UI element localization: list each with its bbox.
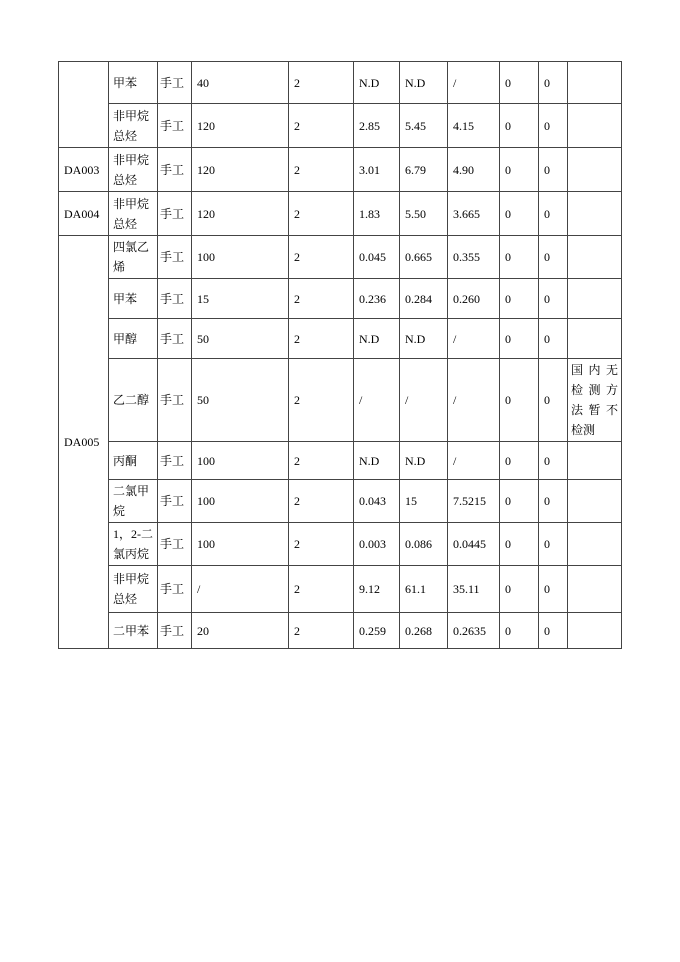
substance-cell: 甲醇 [109, 319, 158, 359]
avg-value-cell: 0.260 [448, 279, 500, 319]
exceed-rate-cell: 0 [539, 279, 568, 319]
method-cell: 手工 [158, 148, 192, 192]
remark-cell [568, 319, 622, 359]
remark-cell [568, 442, 622, 480]
exceed-rate-cell: 0 [539, 523, 568, 566]
method-cell: 手工 [158, 566, 192, 613]
limit-cell: 100 [192, 523, 289, 566]
limit-cell: 50 [192, 359, 289, 442]
table-row [59, 192, 622, 236]
limit-cell: 120 [192, 192, 289, 236]
exceed-count-cell: 0 [500, 148, 539, 192]
remark-cell [568, 148, 622, 192]
substance-cell: 乙二醇 [109, 359, 158, 442]
exceed-count-cell: 0 [500, 359, 539, 442]
table-row [59, 104, 622, 148]
substance-cell: 非甲烷总烃 [109, 104, 158, 148]
max-value-cell: 61.1 [400, 566, 448, 613]
exceed-count-cell: 0 [500, 279, 539, 319]
max-value-cell: N.D [400, 442, 448, 480]
exceed-count-cell: 0 [500, 442, 539, 480]
exceed-rate-cell: 0 [539, 192, 568, 236]
method-cell: 手工 [158, 480, 192, 523]
substance-cell: 非甲烷总烃 [109, 148, 158, 192]
frequency-cell: 2 [289, 279, 354, 319]
exceed-rate-cell: 0 [539, 319, 568, 359]
substance-cell: 甲苯 [109, 62, 158, 104]
frequency-cell: 2 [289, 148, 354, 192]
frequency-cell: 2 [289, 236, 354, 279]
exceed-rate-cell: 0 [539, 566, 568, 613]
avg-value-cell: / [448, 359, 500, 442]
max-value-cell: 15 [400, 480, 448, 523]
frequency-cell: 2 [289, 319, 354, 359]
method-cell: 手工 [158, 62, 192, 104]
min-value-cell: N.D [354, 442, 400, 480]
substance-cell: 二氯甲烷 [109, 480, 158, 523]
substance-cell: 丙酮 [109, 442, 158, 480]
method-cell: 手工 [158, 523, 192, 566]
exceed-rate-cell: 0 [539, 236, 568, 279]
remark-cell [568, 62, 622, 104]
max-value-cell: 5.45 [400, 104, 448, 148]
table-row [59, 359, 622, 442]
method-cell: 手工 [158, 192, 192, 236]
table-row [59, 279, 622, 319]
max-value-cell: 0.665 [400, 236, 448, 279]
method-cell: 手工 [158, 613, 192, 649]
avg-value-cell: 0.0445 [448, 523, 500, 566]
exceed-rate-cell: 0 [539, 62, 568, 104]
limit-cell: 20 [192, 613, 289, 649]
avg-value-cell: 7.5215 [448, 480, 500, 523]
frequency-cell: 2 [289, 104, 354, 148]
substance-cell: 甲苯 [109, 279, 158, 319]
frequency-cell: 2 [289, 442, 354, 480]
remark-cell: 国内无检测方法暂不检测 [568, 359, 622, 442]
max-value-cell: 0.086 [400, 523, 448, 566]
frequency-cell: 2 [289, 62, 354, 104]
remark-cell [568, 480, 622, 523]
exceed-count-cell: 0 [500, 523, 539, 566]
limit-cell: 15 [192, 279, 289, 319]
exceed-rate-cell: 0 [539, 480, 568, 523]
substance-cell: 1，2-二氯丙烷 [109, 523, 158, 566]
avg-value-cell: 0.355 [448, 236, 500, 279]
limit-cell: 100 [192, 442, 289, 480]
site-id-cell: DA003 [59, 148, 109, 192]
limit-cell: 120 [192, 104, 289, 148]
min-value-cell: 0.259 [354, 613, 400, 649]
min-value-cell: / [354, 359, 400, 442]
site-id-cell: DA005 [59, 236, 109, 649]
remark-cell [568, 236, 622, 279]
table-row [59, 148, 622, 192]
exceed-count-cell: 0 [500, 480, 539, 523]
frequency-cell: 2 [289, 480, 354, 523]
remark-cell [568, 192, 622, 236]
min-value-cell: N.D [354, 319, 400, 359]
exceed-count-cell: 0 [500, 613, 539, 649]
exceed-count-cell: 0 [500, 236, 539, 279]
limit-cell: 100 [192, 236, 289, 279]
limit-cell: / [192, 566, 289, 613]
min-value-cell: 0.236 [354, 279, 400, 319]
max-value-cell: 6.79 [400, 148, 448, 192]
frequency-cell: 2 [289, 566, 354, 613]
min-value-cell: 0.003 [354, 523, 400, 566]
avg-value-cell: 4.90 [448, 148, 500, 192]
monitoring-results-table [58, 61, 622, 649]
exceed-rate-cell: 0 [539, 613, 568, 649]
max-value-cell: / [400, 359, 448, 442]
exceed-count-cell: 0 [500, 104, 539, 148]
table-row [59, 319, 622, 359]
substance-cell: 非甲烷总烃 [109, 566, 158, 613]
frequency-cell: 2 [289, 192, 354, 236]
min-value-cell: 2.85 [354, 104, 400, 148]
max-value-cell: 0.284 [400, 279, 448, 319]
avg-value-cell: 0.2635 [448, 613, 500, 649]
avg-value-cell: / [448, 442, 500, 480]
remark-cell [568, 279, 622, 319]
method-cell: 手工 [158, 442, 192, 480]
site-id-cell [59, 62, 109, 148]
substance-cell: 四氯乙烯 [109, 236, 158, 279]
method-cell: 手工 [158, 319, 192, 359]
exceed-rate-cell: 0 [539, 148, 568, 192]
table-row [59, 566, 622, 613]
remark-cell [568, 566, 622, 613]
substance-cell: 非甲烷总烃 [109, 192, 158, 236]
min-value-cell: 0.043 [354, 480, 400, 523]
min-value-cell: N.D [354, 62, 400, 104]
limit-cell: 100 [192, 480, 289, 523]
exceed-rate-cell: 0 [539, 359, 568, 442]
avg-value-cell: / [448, 62, 500, 104]
limit-cell: 40 [192, 62, 289, 104]
min-value-cell: 1.83 [354, 192, 400, 236]
min-value-cell: 3.01 [354, 148, 400, 192]
exceed-count-cell: 0 [500, 62, 539, 104]
remark-cell [568, 104, 622, 148]
remark-cell [568, 523, 622, 566]
max-value-cell: 0.268 [400, 613, 448, 649]
method-cell: 手工 [158, 236, 192, 279]
exceed-count-cell: 0 [500, 566, 539, 613]
exceed-rate-cell: 0 [539, 442, 568, 480]
avg-value-cell: 3.665 [448, 192, 500, 236]
exceed-count-cell: 0 [500, 319, 539, 359]
table-row [59, 523, 622, 566]
frequency-cell: 2 [289, 359, 354, 442]
frequency-cell: 2 [289, 523, 354, 566]
substance-cell: 二甲苯 [109, 613, 158, 649]
max-value-cell: 5.50 [400, 192, 448, 236]
table-row [59, 62, 622, 104]
limit-cell: 120 [192, 148, 289, 192]
max-value-cell: N.D [400, 319, 448, 359]
frequency-cell: 2 [289, 613, 354, 649]
method-cell: 手工 [158, 279, 192, 319]
avg-value-cell: / [448, 319, 500, 359]
table-row [59, 442, 622, 480]
min-value-cell: 9.12 [354, 566, 400, 613]
avg-value-cell: 4.15 [448, 104, 500, 148]
exceed-rate-cell: 0 [539, 104, 568, 148]
method-cell: 手工 [158, 104, 192, 148]
exceed-count-cell: 0 [500, 192, 539, 236]
table-row [59, 480, 622, 523]
method-cell: 手工 [158, 359, 192, 442]
max-value-cell: N.D [400, 62, 448, 104]
limit-cell: 50 [192, 319, 289, 359]
min-value-cell: 0.045 [354, 236, 400, 279]
table-row [59, 613, 622, 649]
site-id-cell: DA004 [59, 192, 109, 236]
remark-cell [568, 613, 622, 649]
table-row [59, 236, 622, 279]
avg-value-cell: 35.11 [448, 566, 500, 613]
